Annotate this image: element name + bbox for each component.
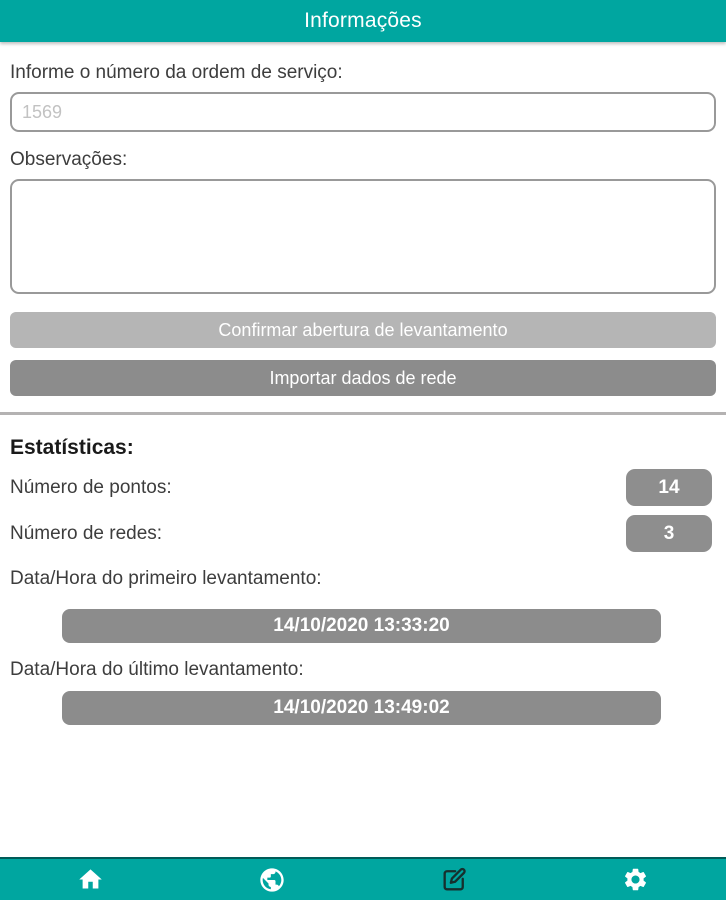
statistics-heading: Estatísticas: xyxy=(10,436,134,459)
nav-settings-button[interactable] xyxy=(545,859,726,900)
observations-label: Observações: xyxy=(10,149,128,170)
settings-icon xyxy=(622,866,649,893)
order-number-input[interactable] xyxy=(10,92,716,132)
networks-row xyxy=(10,515,716,552)
bottom-navigation-bar xyxy=(0,857,726,900)
networks-label: Número de redes: xyxy=(10,522,163,544)
globe-icon xyxy=(258,866,286,894)
edit-icon xyxy=(440,866,468,894)
nav-home-button[interactable] xyxy=(0,859,182,900)
points-count-badge: 14 xyxy=(626,469,712,506)
first-survey-label: Data/Hora do primeiro levantamento: xyxy=(10,568,322,589)
last-survey-datetime-badge: 14/10/2020 13:49:02 xyxy=(62,691,661,725)
home-icon xyxy=(77,866,104,893)
section-divider xyxy=(0,412,726,415)
points-row xyxy=(10,469,716,506)
nav-edit-button[interactable] xyxy=(363,859,545,900)
points-label: Número de pontos: xyxy=(10,476,172,498)
import-network-data-button[interactable]: Importar dados de rede xyxy=(10,360,716,396)
confirm-survey-button[interactable]: Confirmar abertura de levantamento xyxy=(10,312,716,348)
last-survey-label: Data/Hora do último levantamento: xyxy=(10,659,304,680)
header-bar xyxy=(0,0,726,42)
order-number-label: Informe o número da ordem de serviço: xyxy=(10,62,343,83)
first-survey-datetime-badge: 14/10/2020 13:33:20 xyxy=(62,609,661,643)
nav-map-button[interactable] xyxy=(182,859,364,900)
main-content xyxy=(0,62,726,725)
page-title: Informações xyxy=(304,9,422,32)
networks-count-badge: 3 xyxy=(626,515,712,552)
observations-textarea[interactable] xyxy=(10,179,716,294)
